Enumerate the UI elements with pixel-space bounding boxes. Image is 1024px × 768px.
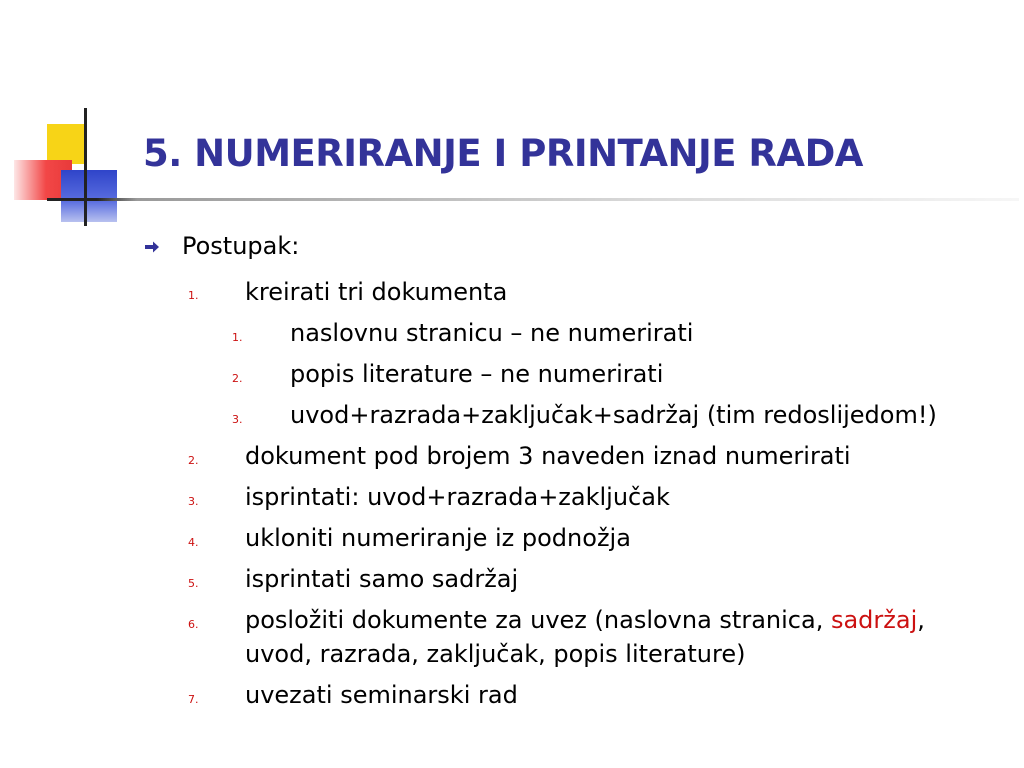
step-text-line-2: uvod, razrada, zaključak, popis literature) [245,640,746,668]
step-text: ukloniti numeriranje iz podnožja [245,524,631,552]
arrow-right-icon [144,240,160,254]
highlighted-word: sadržaj [830,606,918,634]
title-underline [47,198,1019,201]
substep-number: 2. [232,372,243,385]
step-number: 5. [188,577,199,590]
step-text: isprintati samo sadržaj [245,565,519,593]
step-text: kreirati tri dokumenta [245,278,508,306]
step-number: 3. [188,495,199,508]
step-number: 4. [188,536,199,549]
blue-square [61,170,117,222]
step-number: 2. [188,454,199,467]
substep-number: 3. [232,413,243,426]
substep-number: 1. [232,331,243,344]
decorative-logo [0,0,160,240]
step-text-end: , [917,606,925,634]
bullet-postupak [144,232,299,260]
step-text: dokument pod brojem 3 naveden iznad numerirati [245,442,851,470]
step-number: 7. [188,693,199,706]
substep-text: popis literature – ne numerirati [290,360,664,388]
substep-text: uvod+razrada+zaključak+sadržaj (tim redoslijedom!) [290,401,937,429]
step-number: 6. [188,618,199,631]
step-text: isprintati: uvod+razrada+zaključak [245,483,670,511]
bullet-label: Postupak: [182,232,300,260]
yellow-square [47,124,85,164]
step-number: 1. [188,289,199,302]
step-text-start: posložiti dokumente za uvez (naslovna stranica, [245,606,831,634]
slide-title: 5. NUMERIRANJE I PRINTANJE RADA [143,132,863,175]
substep-text: naslovnu stranicu – ne numerirati [290,319,694,347]
vertical-rule [84,108,87,226]
step-text: uvezati seminarski rad [245,681,518,709]
step-text-line-1 [245,606,925,634]
